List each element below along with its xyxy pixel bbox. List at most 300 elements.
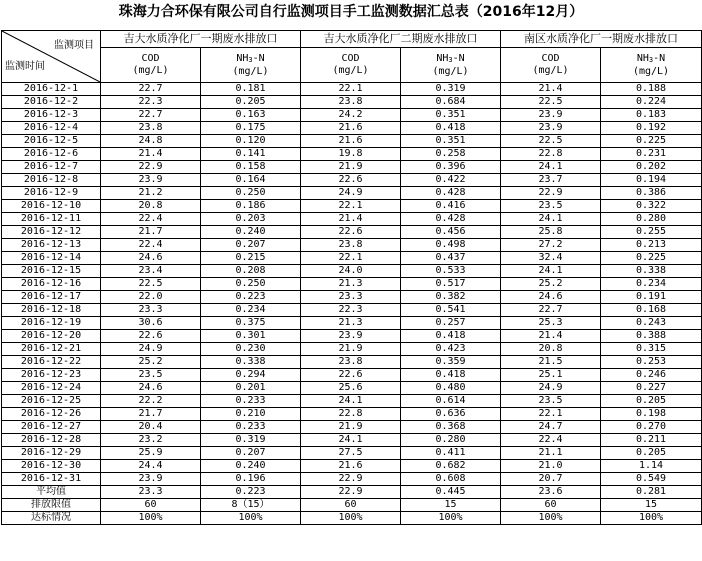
- cod-unit: (mg/L): [532, 65, 569, 76]
- value-cell: 23.4: [101, 265, 201, 278]
- value-cell: 0.243: [601, 317, 702, 330]
- value-cell: 23.8: [301, 96, 401, 109]
- value-cell: 0.411: [401, 447, 501, 460]
- summary-value: 100%: [201, 512, 301, 525]
- table-row: [2, 226, 702, 239]
- cod-unit: (mg/L): [332, 65, 369, 76]
- value-cell: 21.3: [301, 317, 401, 330]
- value-cell: 0.246: [601, 369, 702, 382]
- value-cell: 0.205: [601, 395, 702, 408]
- summary-value: 15: [401, 499, 501, 512]
- value-cell: 24.6: [101, 382, 201, 395]
- date-cell: 2016-12-18: [2, 304, 101, 317]
- value-cell: 21.9: [301, 343, 401, 356]
- average-row: [2, 486, 702, 499]
- value-cell: 0.194: [601, 174, 702, 187]
- value-cell: 0.428: [401, 213, 501, 226]
- summary-value: 22.9: [301, 486, 401, 499]
- value-cell: 23.9: [501, 109, 601, 122]
- summary-value: 60: [101, 499, 201, 512]
- value-cell: 0.240: [201, 226, 301, 239]
- value-cell: 0.240: [201, 460, 301, 473]
- value-cell: 0.158: [201, 161, 301, 174]
- value-cell: 0.255: [601, 226, 702, 239]
- value-cell: 0.351: [401, 109, 501, 122]
- value-cell: 0.234: [601, 278, 702, 291]
- nh3n-unit: (mg/L): [232, 65, 269, 77]
- value-cell: 0.437: [401, 252, 501, 265]
- summary-value: 60: [501, 499, 601, 512]
- cod-header-3: [501, 48, 601, 83]
- value-cell: 0.375: [201, 317, 301, 330]
- value-cell: 22.6: [301, 174, 401, 187]
- date-cell: 2016-12-27: [2, 421, 101, 434]
- value-cell: 0.207: [201, 447, 301, 460]
- value-cell: 23.2: [101, 434, 201, 447]
- table-row: [2, 265, 702, 278]
- table-row: [2, 96, 702, 109]
- value-cell: 20.8: [501, 343, 601, 356]
- value-cell: 21.9: [301, 421, 401, 434]
- value-cell: 0.338: [601, 265, 702, 278]
- value-cell: 21.5: [501, 356, 601, 369]
- value-cell: 27.5: [301, 447, 401, 460]
- value-cell: 0.233: [201, 395, 301, 408]
- date-cell: 2016-12-16: [2, 278, 101, 291]
- value-cell: 21.4: [501, 330, 601, 343]
- value-cell: 23.3: [301, 291, 401, 304]
- value-cell: 21.1: [501, 447, 601, 460]
- table-row: [2, 343, 702, 356]
- value-cell: 21.4: [301, 213, 401, 226]
- value-cell: 24.8: [101, 135, 201, 148]
- site-header-3: 南区水质净化厂一期废水排放口: [501, 31, 702, 48]
- value-cell: 0.233: [201, 421, 301, 434]
- value-cell: 0.250: [201, 187, 301, 200]
- summary-value: 0.223: [201, 486, 301, 499]
- value-cell: 24.7: [501, 421, 601, 434]
- date-cell: 2016-12-13: [2, 239, 101, 252]
- table-row: [2, 213, 702, 226]
- date-cell: 2016-12-12: [2, 226, 101, 239]
- value-cell: 0.201: [201, 382, 301, 395]
- value-cell: 23.9: [101, 473, 201, 486]
- date-cell: 2016-12-26: [2, 408, 101, 421]
- value-cell: 0.198: [601, 408, 702, 421]
- value-cell: 20.7: [501, 473, 601, 486]
- table-row: [2, 369, 702, 382]
- cod-label: COD: [341, 53, 360, 64]
- value-cell: 24.6: [101, 252, 201, 265]
- date-cell: 2016-12-21: [2, 343, 101, 356]
- value-cell: 22.4: [101, 239, 201, 252]
- value-cell: 0.315: [601, 343, 702, 356]
- summary-label: 达标情况: [2, 512, 101, 525]
- value-cell: 23.5: [501, 395, 601, 408]
- value-cell: 22.6: [301, 226, 401, 239]
- value-cell: 19.8: [301, 148, 401, 161]
- value-cell: 0.517: [401, 278, 501, 291]
- value-cell: 22.1: [301, 252, 401, 265]
- value-cell: 0.192: [601, 122, 702, 135]
- value-cell: 23.8: [301, 356, 401, 369]
- value-cell: 0.215: [201, 252, 301, 265]
- nh3n-label: NH3-N: [236, 52, 265, 64]
- table-row: [2, 356, 702, 369]
- value-cell: 0.225: [601, 252, 702, 265]
- table-row: [2, 473, 702, 486]
- value-cell: 0.234: [201, 304, 301, 317]
- value-cell: 0.168: [601, 304, 702, 317]
- value-cell: 0.270: [601, 421, 702, 434]
- table-row: [2, 447, 702, 460]
- value-cell: 0.456: [401, 226, 501, 239]
- value-cell: 0.280: [601, 213, 702, 226]
- table-row: [2, 109, 702, 122]
- value-cell: 22.1: [301, 200, 401, 213]
- value-cell: 22.5: [101, 278, 201, 291]
- value-cell: 24.9: [301, 187, 401, 200]
- value-cell: 0.141: [201, 148, 301, 161]
- value-cell: 22.1: [301, 83, 401, 96]
- date-cell: 2016-12-25: [2, 395, 101, 408]
- value-cell: 22.9: [301, 473, 401, 486]
- value-cell: 24.1: [501, 265, 601, 278]
- table-row: [2, 421, 702, 434]
- corner-header-cell: [2, 31, 101, 83]
- value-cell: 22.7: [101, 109, 201, 122]
- table-row: [2, 83, 702, 96]
- table-row: [2, 252, 702, 265]
- table-row: [2, 304, 702, 317]
- value-cell: 0.210: [201, 408, 301, 421]
- table-row: [2, 291, 702, 304]
- value-cell: 23.9: [101, 174, 201, 187]
- value-cell: 0.549: [601, 473, 702, 486]
- summary-value: 100%: [601, 512, 702, 525]
- monitoring-data-table: [1, 30, 702, 525]
- date-cell: 2016-12-9: [2, 187, 101, 200]
- corner-label-time: 监测时间: [5, 61, 45, 72]
- date-cell: 2016-12-2: [2, 96, 101, 109]
- value-cell: 0.294: [201, 369, 301, 382]
- nh3n-label: NH3-N: [436, 52, 465, 64]
- value-cell: 22.7: [501, 304, 601, 317]
- value-cell: 25.1: [501, 369, 601, 382]
- value-cell: 0.541: [401, 304, 501, 317]
- table-row: [2, 382, 702, 395]
- value-cell: 22.8: [301, 408, 401, 421]
- value-cell: 21.4: [501, 83, 601, 96]
- value-cell: 24.1: [501, 213, 601, 226]
- value-cell: 0.227: [601, 382, 702, 395]
- value-cell: 23.8: [301, 239, 401, 252]
- value-cell: 0.175: [201, 122, 301, 135]
- date-cell: 2016-12-28: [2, 434, 101, 447]
- date-cell: 2016-12-10: [2, 200, 101, 213]
- value-cell: 0.205: [601, 447, 702, 460]
- value-cell: 0.250: [201, 278, 301, 291]
- value-cell: 0.351: [401, 135, 501, 148]
- value-cell: 22.0: [101, 291, 201, 304]
- nh3n-header-2: [401, 48, 501, 83]
- value-cell: 23.5: [501, 200, 601, 213]
- nh3n-unit: (mg/L): [632, 65, 670, 77]
- value-cell: 0.191: [601, 291, 702, 304]
- value-cell: 0.225: [601, 135, 702, 148]
- date-cell: 2016-12-5: [2, 135, 101, 148]
- value-cell: 0.202: [601, 161, 702, 174]
- value-cell: 0.211: [601, 434, 702, 447]
- value-cell: 21.2: [101, 187, 201, 200]
- value-cell: 0.207: [201, 239, 301, 252]
- value-cell: 25.2: [501, 278, 601, 291]
- summary-value: 100%: [501, 512, 601, 525]
- value-cell: 23.3: [101, 304, 201, 317]
- value-cell: 0.533: [401, 265, 501, 278]
- value-cell: 0.480: [401, 382, 501, 395]
- value-cell: 21.3: [301, 278, 401, 291]
- summary-value: 23.6: [501, 486, 601, 499]
- value-cell: 0.186: [201, 200, 301, 213]
- site-header-1: 吉大水质净化厂一期废水排放口: [101, 31, 301, 48]
- summary-value: 0.445: [401, 486, 501, 499]
- date-cell: 2016-12-7: [2, 161, 101, 174]
- value-cell: 32.4: [501, 252, 601, 265]
- value-cell: 0.120: [201, 135, 301, 148]
- value-cell: 0.183: [601, 109, 702, 122]
- value-cell: 0.423: [401, 343, 501, 356]
- value-cell: 0.224: [601, 96, 702, 109]
- value-cell: 22.2: [101, 395, 201, 408]
- summary-value: 100%: [301, 512, 401, 525]
- corner-label-item: 监测项目: [54, 40, 94, 51]
- value-cell: 0.608: [401, 473, 501, 486]
- value-cell: 0.388: [601, 330, 702, 343]
- value-cell: 21.6: [301, 135, 401, 148]
- summary-label: 排放限值: [2, 499, 101, 512]
- value-cell: 0.196: [201, 473, 301, 486]
- value-cell: 0.213: [601, 239, 702, 252]
- cod-header-2: [301, 48, 401, 83]
- value-cell: 0.682: [401, 460, 501, 473]
- value-cell: 0.319: [201, 434, 301, 447]
- value-cell: 0.416: [401, 200, 501, 213]
- value-cell: 0.257: [401, 317, 501, 330]
- summary-value: 0.281: [601, 486, 702, 499]
- table-row: [2, 161, 702, 174]
- table-row: [2, 434, 702, 447]
- value-cell: 0.181: [201, 83, 301, 96]
- value-cell: 25.8: [501, 226, 601, 239]
- value-cell: 21.0: [501, 460, 601, 473]
- date-cell: 2016-12-6: [2, 148, 101, 161]
- summary-value: 60: [301, 499, 401, 512]
- table-row: [2, 135, 702, 148]
- value-cell: 0.684: [401, 96, 501, 109]
- value-cell: 25.2: [101, 356, 201, 369]
- date-cell: 2016-12-19: [2, 317, 101, 330]
- value-cell: 30.6: [101, 317, 201, 330]
- cod-header-1: [101, 48, 201, 83]
- value-cell: 22.5: [501, 135, 601, 148]
- value-cell: 24.2: [301, 109, 401, 122]
- summary-value: 100%: [101, 512, 201, 525]
- table-row: [2, 239, 702, 252]
- value-cell: 25.6: [301, 382, 401, 395]
- summary-value: 8（15）: [201, 499, 301, 512]
- value-cell: 22.4: [501, 434, 601, 447]
- summary-value: 23.3: [101, 486, 201, 499]
- report-title: 珠海力合环保有限公司自行监测项目手工监测数据汇总表（2016年12月）: [118, 4, 584, 20]
- date-cell: 2016-12-22: [2, 356, 101, 369]
- value-cell: 0.359: [401, 356, 501, 369]
- value-cell: 24.9: [501, 382, 601, 395]
- value-cell: 0.203: [201, 213, 301, 226]
- value-cell: 0.319: [401, 83, 501, 96]
- compliance-row: [2, 512, 702, 525]
- value-cell: 22.1: [501, 408, 601, 421]
- value-cell: 22.3: [101, 96, 201, 109]
- value-cell: 0.301: [201, 330, 301, 343]
- value-cell: 0.231: [601, 148, 702, 161]
- date-cell: 2016-12-8: [2, 174, 101, 187]
- value-cell: 22.6: [101, 330, 201, 343]
- value-cell: 22.4: [101, 213, 201, 226]
- value-cell: 0.386: [601, 187, 702, 200]
- value-cell: 22.9: [501, 187, 601, 200]
- value-cell: 0.230: [201, 343, 301, 356]
- value-cell: 0.223: [201, 291, 301, 304]
- nh3n-header-1: [201, 48, 301, 83]
- value-cell: 24.0: [301, 265, 401, 278]
- value-cell: 23.9: [501, 122, 601, 135]
- date-cell: 2016-12-17: [2, 291, 101, 304]
- summary-value: 15: [601, 499, 702, 512]
- table-row: [2, 148, 702, 161]
- date-cell: 2016-12-15: [2, 265, 101, 278]
- value-cell: 24.9: [101, 343, 201, 356]
- value-cell: 22.9: [101, 161, 201, 174]
- value-cell: 24.1: [501, 161, 601, 174]
- date-cell: 2016-12-11: [2, 213, 101, 226]
- value-cell: 0.280: [401, 434, 501, 447]
- value-cell: 24.4: [101, 460, 201, 473]
- date-cell: 2016-12-24: [2, 382, 101, 395]
- nh3n-unit: (mg/L): [432, 65, 469, 77]
- table-row: [2, 408, 702, 421]
- value-cell: 0.422: [401, 174, 501, 187]
- value-cell: 0.338: [201, 356, 301, 369]
- value-cell: 0.418: [401, 330, 501, 343]
- value-cell: 23.5: [101, 369, 201, 382]
- value-cell: 21.9: [301, 161, 401, 174]
- date-cell: 2016-12-14: [2, 252, 101, 265]
- value-cell: 22.6: [301, 369, 401, 382]
- value-cell: 21.6: [301, 460, 401, 473]
- nh3n-label: NH3-N: [636, 52, 666, 64]
- value-cell: 27.2: [501, 239, 601, 252]
- value-cell: 25.3: [501, 317, 601, 330]
- date-cell: 2016-12-4: [2, 122, 101, 135]
- cod-unit: (mg/L): [132, 65, 169, 76]
- date-cell: 2016-12-30: [2, 460, 101, 473]
- date-cell: 2016-12-1: [2, 83, 101, 96]
- table-row: [2, 278, 702, 291]
- value-cell: 21.7: [101, 408, 201, 421]
- value-cell: 0.418: [401, 122, 501, 135]
- table-row: [2, 122, 702, 135]
- date-cell: 2016-12-20: [2, 330, 101, 343]
- value-cell: 24.1: [301, 434, 401, 447]
- table-row: [2, 174, 702, 187]
- value-cell: 25.9: [101, 447, 201, 460]
- value-cell: 20.4: [101, 421, 201, 434]
- table-row: [2, 460, 702, 473]
- value-cell: 20.8: [101, 200, 201, 213]
- nh3n-header-3: [601, 48, 702, 83]
- value-cell: 0.188: [601, 83, 702, 96]
- date-cell: 2016-12-29: [2, 447, 101, 460]
- value-cell: 0.368: [401, 421, 501, 434]
- header-row-parameters: [2, 48, 702, 83]
- value-cell: 22.7: [101, 83, 201, 96]
- value-cell: 0.163: [201, 109, 301, 122]
- value-cell: 21.4: [101, 148, 201, 161]
- value-cell: 23.7: [501, 174, 601, 187]
- table-row: [2, 200, 702, 213]
- value-cell: 0.164: [201, 174, 301, 187]
- date-cell: 2016-12-23: [2, 369, 101, 382]
- table-row: [2, 395, 702, 408]
- cod-label: COD: [141, 53, 160, 64]
- table-row: [2, 330, 702, 343]
- summary-label: 平均值: [2, 486, 101, 499]
- site-header-2: 吉大水质净化厂二期废水排放口: [301, 31, 501, 48]
- value-cell: 0.498: [401, 239, 501, 252]
- value-cell: 23.8: [101, 122, 201, 135]
- header-row-sites: [2, 31, 702, 48]
- value-cell: 0.382: [401, 291, 501, 304]
- value-cell: 0.208: [201, 265, 301, 278]
- table-row: [2, 187, 702, 200]
- value-cell: 0.322: [601, 200, 702, 213]
- value-cell: 0.636: [401, 408, 501, 421]
- value-cell: 0.418: [401, 369, 501, 382]
- value-cell: 0.253: [601, 356, 702, 369]
- value-cell: 0.428: [401, 187, 501, 200]
- value-cell: 0.614: [401, 395, 501, 408]
- value-cell: 22.3: [301, 304, 401, 317]
- value-cell: 22.8: [501, 148, 601, 161]
- table-row: [2, 317, 702, 330]
- limit-row: [2, 499, 702, 512]
- value-cell: 21.7: [101, 226, 201, 239]
- date-cell: 2016-12-3: [2, 109, 101, 122]
- value-cell: 0.396: [401, 161, 501, 174]
- value-cell: 24.6: [501, 291, 601, 304]
- date-cell: 2016-12-31: [2, 473, 101, 486]
- cod-label: COD: [541, 53, 560, 64]
- value-cell: 23.9: [301, 330, 401, 343]
- value-cell: 0.258: [401, 148, 501, 161]
- value-cell: 1.14: [601, 460, 702, 473]
- diagonal-divider: [2, 31, 100, 82]
- value-cell: 0.205: [201, 96, 301, 109]
- value-cell: 24.1: [301, 395, 401, 408]
- value-cell: 21.6: [301, 122, 401, 135]
- summary-value: 100%: [401, 512, 501, 525]
